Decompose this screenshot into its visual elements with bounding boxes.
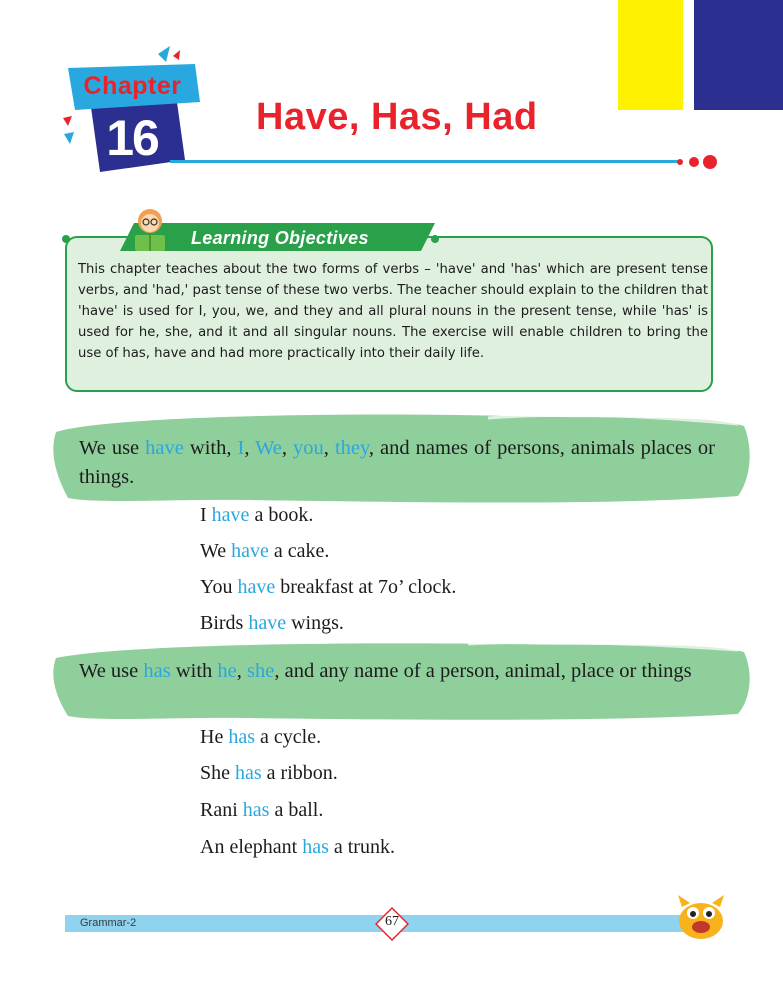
example-sentence: Rani has a ball. xyxy=(200,799,324,821)
corner-yellow-block xyxy=(618,0,683,110)
reading-child-icon xyxy=(127,205,173,253)
chapter-number: 16 xyxy=(106,110,158,166)
title-rule-dots xyxy=(674,153,720,171)
example-sentence: She has a ribbon. xyxy=(200,762,338,784)
learning-objectives-text: This chapter teaches about the two forms of verbs – 'have' and 'has' which are present tense verbs, and 'had,' past tense of these two verbs. The teacher should explain to the children that 'have' is used for I, you, we, and they and all plural nouns in the present tense, while 'has' is used for he, she, and it and all singular nouns. The exercise will enable children to bring the use of has, have and had more practically into their daily life. xyxy=(78,262,708,361)
learning-objectives-heading: Learning Objectives xyxy=(191,228,369,248)
title-underline xyxy=(170,160,680,163)
footer-book-title: Grammar-2 xyxy=(80,917,137,929)
corner-navy-block xyxy=(694,0,783,110)
example-sentence: An elephant has a trunk. xyxy=(200,836,395,858)
ribbon-dot-right xyxy=(429,233,441,245)
monster-mascot-icon xyxy=(672,893,730,941)
example-sentence: You have breakfast at 7o’ clock. xyxy=(200,576,457,598)
rule-has-text: We use has with he, she, and any name of a person, animal, place or things xyxy=(79,660,692,682)
example-sentence: He has a cycle. xyxy=(200,726,322,748)
example-sentence: Birds have wings. xyxy=(200,612,344,634)
rule-have-text: We use have with, I, We, you, they, and names of persons, animals places or things. xyxy=(79,437,715,488)
page-number: 67 xyxy=(385,914,399,929)
example-sentence: I have a book. xyxy=(200,504,314,526)
example-sentence: We have a cake. xyxy=(200,540,330,562)
chapter-label: Chapter xyxy=(83,72,182,100)
ribbon-dot-left xyxy=(60,233,72,245)
page-title: Have, Has, Had xyxy=(256,96,538,138)
